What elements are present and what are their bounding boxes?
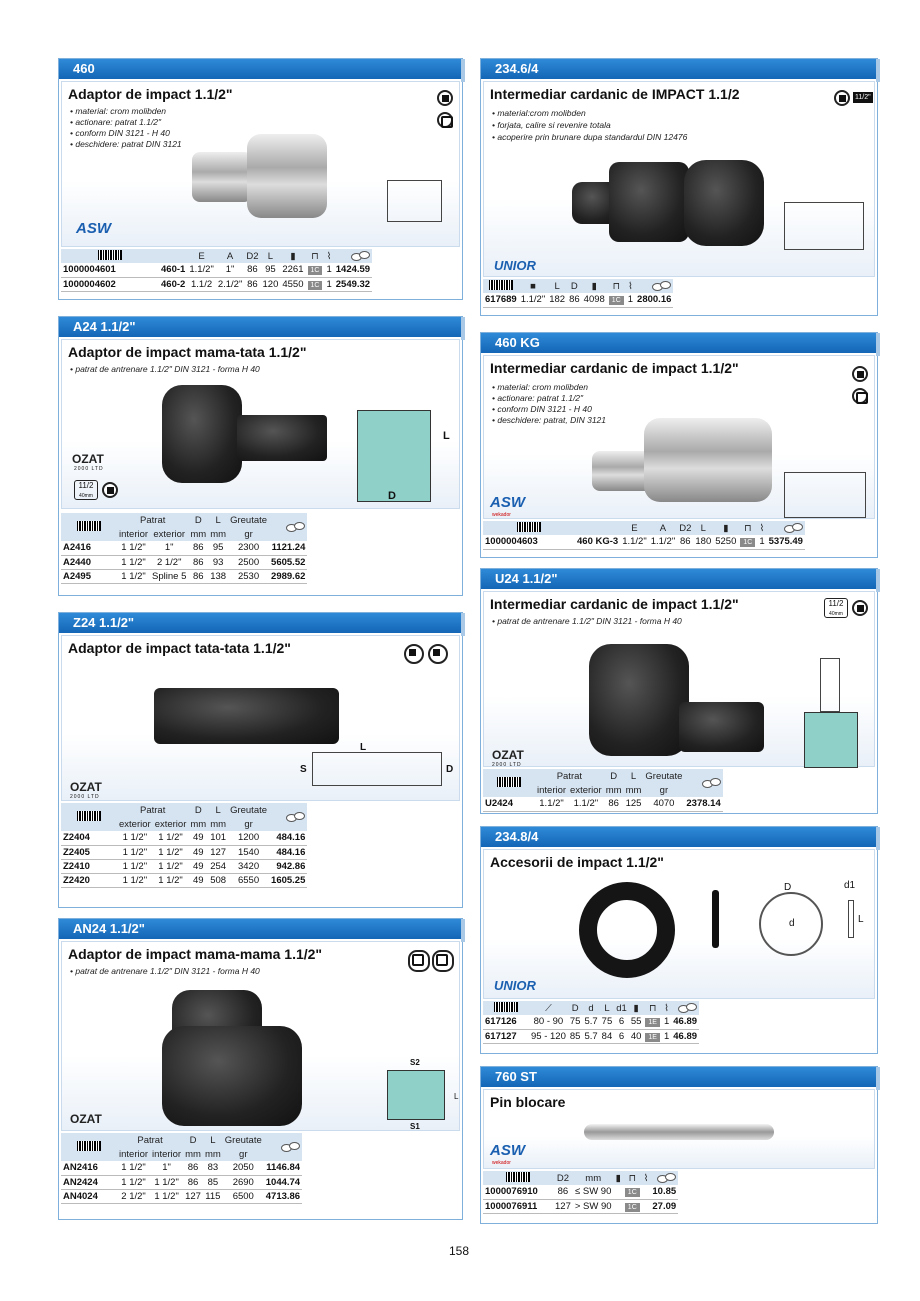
table-row: Z2404 1 1/2" 1 1/2" 49 101 1200 484.16 (63, 832, 306, 844)
section-code: AN24 1.1/2" (59, 919, 462, 939)
product-title: Intermediar cardanic de IMPACT 1.1/2 (490, 86, 740, 102)
dim-label: L (360, 742, 367, 753)
price-table (61, 249, 372, 292)
square-drive-icon (834, 90, 850, 106)
square-socket-icon (408, 950, 430, 972)
brand-logo: ASW (490, 1142, 525, 1159)
barcode-icon (497, 777, 521, 787)
table-row: A2495 1 1/2" Spline 5 86 138 2530 2989.62 (63, 570, 306, 582)
technical-drawing (784, 472, 866, 518)
quantity-icon: ⌇ (757, 521, 766, 535)
product-image (589, 644, 689, 756)
product-title: Adaptor de impact tata-tata 1.1/2" (68, 640, 291, 656)
packaging-icon: ⊓ (623, 1171, 642, 1185)
section-z24 (58, 612, 463, 908)
product-image (162, 1026, 302, 1126)
technical-drawing (784, 202, 864, 250)
table-row: AN4024 2 1/2" 1 1/2" 127 115 6500 4713.86 (63, 1190, 301, 1202)
square-drive-icon (404, 644, 424, 664)
price-icon (285, 521, 305, 531)
table-row: Z2410 1 1/2" 1 1/2" 49 254 3420 942.86 (63, 860, 306, 872)
col-header: d1 (616, 1002, 627, 1014)
weight-icon: ▮ (615, 1172, 621, 1184)
section-code: 460 KG (481, 333, 877, 353)
brand-subtext: 2000 LTD (70, 794, 100, 800)
bullet: • patrat de antrenare 1.1/2" DIN 3121 - forma H 40 (492, 616, 682, 626)
dim-label: D (784, 882, 792, 893)
product-image (679, 702, 764, 752)
section-a24 (58, 316, 463, 596)
table-row: A2440 1 1/2" 2 1/2" 86 93 2500 5605.52 (63, 556, 306, 568)
dim-label: S (300, 764, 307, 775)
technical-drawing (312, 752, 442, 786)
brand-logo: UNIOR (494, 978, 536, 993)
square-icon: ■ (519, 279, 548, 293)
barcode-icon (77, 811, 101, 821)
col-header: D (567, 279, 582, 293)
barcode-icon (77, 1141, 101, 1151)
section-code: 760 ST (481, 1067, 877, 1087)
price-table: Patrat D L Greutate interior exterior mm mm gr U2424 1.1/2" 1.1/2" 86 125 4070 2378.14 (485, 770, 721, 810)
quantity-icon: ⌇ (626, 279, 635, 293)
section-code: 234.6/4 (481, 59, 877, 79)
weight-icon: ▮ (629, 1001, 644, 1015)
table-row: 617126 80 - 90 75 5.7 75 6 55 1E 1 46.89 (485, 1016, 698, 1028)
price-table (483, 279, 673, 308)
table-row: 617689 1.1/2" 182 86 4098 1C 1 2800.16 (485, 294, 672, 306)
quantity-icon: ⌇ (324, 249, 333, 263)
table-row: A2416 1 1/2" 1" 86 95 2300 1121.24 (63, 542, 306, 554)
col-header: E (620, 521, 649, 535)
dim-label: L (858, 914, 864, 925)
product-image (609, 162, 689, 242)
weight-icon: ▮ (582, 279, 607, 293)
price-table (483, 521, 805, 550)
table-row: AN2416 1 1/2" 1" 86 83 2050 1146.84 (63, 1162, 301, 1174)
barcode-icon (77, 521, 101, 531)
technical-drawing (848, 900, 854, 938)
col-header: D2 (246, 250, 259, 262)
technical-drawing (387, 1070, 445, 1120)
table-row: 1000076910 86 ≤ SW 90 1C 10.85 (485, 1186, 677, 1198)
col-header: L (693, 521, 713, 535)
table-row: 1000004603 460 KG-3 1.1/2" 1.1/2" 86 180 5250 1C 1 5375.49 (485, 536, 803, 548)
table-row: 617127 95 - 120 85 5.7 84 6 40 1E 1 46.89 (485, 1030, 698, 1042)
product-image (237, 415, 327, 461)
price-table (483, 1001, 699, 1044)
barcode-icon (517, 522, 541, 532)
bullet: • acoperire prin brunare dupa standardul DIN 12476 (492, 132, 688, 142)
col-header: A (649, 521, 678, 535)
price-icon (285, 811, 305, 821)
brand-logo: OZAT (492, 748, 524, 762)
dim-label: D (388, 490, 396, 502)
product-title: Adaptor de impact 1.1/2" (68, 86, 233, 102)
pin-image (712, 890, 719, 948)
square-socket-icon (432, 950, 454, 972)
price-icon (651, 280, 671, 290)
square-drive-icon (428, 644, 448, 664)
section-code: 234.8/4 (481, 827, 877, 847)
packaging-icon: ⊓ (738, 521, 757, 535)
product-title: Intermediar cardanic de impact 1.1/2" (490, 596, 739, 612)
bullet: • material: crom molibden (70, 106, 167, 116)
brand-subtext: 2000 LTD (492, 762, 522, 768)
weight-icon: ▮ (280, 249, 305, 263)
col-header: D2 (553, 1171, 573, 1185)
brand-subtext: wekador (492, 1160, 511, 1166)
pin-image (584, 1124, 774, 1140)
section-an24 (58, 918, 463, 1220)
col-header: E (187, 249, 216, 263)
col-header: D (568, 1001, 583, 1015)
col-header: A (216, 249, 245, 263)
table-row: 1000076911 127 > SW 90 1C 27.09 (485, 1200, 677, 1212)
square-socket-icon (437, 112, 453, 128)
brand-logo: ASW (76, 220, 111, 237)
dim-label: d (789, 918, 795, 929)
col-header: D2 (679, 522, 692, 534)
table-row: AN2424 1 1/2" 1 1/2" 86 85 2690 1044.74 (63, 1176, 301, 1188)
quantity-icon: ⌇ (662, 1001, 671, 1015)
price-icon (656, 1172, 676, 1182)
price-icon (701, 777, 721, 787)
o-ring-image (579, 882, 675, 978)
table-row: 1000004602 460-2 1.1/2 2.1/2" 86 120 4550 1C 1 2549.32 (63, 278, 371, 290)
technical-drawing (387, 180, 442, 222)
page-number: 158 (449, 1244, 470, 1258)
technical-drawing (357, 410, 431, 502)
dim-label: S1 (410, 1122, 420, 1131)
bullet: • material: crom molibden (492, 382, 589, 392)
product-title: Pin blocare (490, 1094, 566, 1110)
barcode-icon (98, 250, 122, 260)
quantity-icon: ⌇ (643, 1172, 649, 1184)
price-icon (350, 250, 370, 260)
size-badge: 11/2" (855, 94, 871, 101)
bullet: • conform DIN 3121 - H 40 (70, 128, 170, 138)
bullet: • deschidere: patrat DIN 3121 (70, 139, 182, 149)
range-icon: ⟋ (529, 1001, 568, 1015)
col-header: mm (573, 1171, 614, 1185)
product-image (592, 451, 652, 491)
brand-logo: OZAT (70, 1112, 102, 1126)
section-u24 (480, 568, 878, 814)
col-header: L (547, 279, 567, 293)
bullet: • patrat de antrenare 1.1/2" DIN 3121 - forma H 40 (70, 966, 260, 976)
product-image (162, 385, 242, 483)
price-icon (677, 1002, 697, 1012)
section-460 (58, 58, 463, 300)
section-760-st (480, 1066, 878, 1224)
price-table (483, 1171, 678, 1214)
product-image (684, 160, 764, 246)
section-234-6-4 (480, 58, 878, 316)
square-drive-icon (437, 90, 453, 106)
technical-drawing (804, 712, 858, 768)
price-table: Patrat D L Greutate interior interior mm mm gr AN2416 1 1/2" 1" 86 83 2050 1146.84 AN2424 1 1/2" 1 1/2" 86 85 2690 1044.74 AN4024 2 1/2" 1 1/2" 127 115 6500 4713.86 (63, 1134, 301, 1202)
product-image (192, 152, 252, 202)
section-234-8-4 (480, 826, 878, 1054)
price-icon (783, 522, 803, 532)
product-title: Accesorii de impact 1.1/2" (490, 854, 664, 870)
product-title: Adaptor de impact mama-tata 1.1/2" (68, 344, 307, 360)
section-460-kg (480, 332, 878, 558)
barcode-icon (506, 1172, 530, 1182)
dim-label: d1 (844, 880, 856, 891)
bullet: • actionare: patrat 1.1/2" (492, 393, 584, 403)
dim-label: L (443, 430, 450, 442)
bullet: • patrat de antrenare 1.1/2" DIN 3121 - forma H 40 (70, 364, 260, 374)
bullet: • actionare: patrat 1.1/2" (70, 117, 162, 127)
technical-drawing (820, 658, 840, 712)
col-header: L (261, 249, 281, 263)
col-header: L (600, 1001, 615, 1015)
brand-subtext: wekador (492, 512, 511, 518)
dim-label: S2 (410, 1058, 420, 1067)
bullet: • material:crom molibden (492, 108, 586, 118)
dim-label: L (454, 1092, 459, 1101)
packaging-icon: ⊓ (607, 279, 626, 293)
barcode-icon (489, 280, 513, 290)
product-title: Intermediar cardanic de impact 1.1/2" (490, 360, 739, 376)
brand-logo: UNIOR (494, 258, 536, 273)
square-drive-icon (852, 366, 868, 382)
product-image (247, 134, 327, 218)
dim-label: D (446, 764, 454, 775)
size-icon: 11/2 40mm (74, 480, 98, 500)
square-drive-icon (852, 600, 868, 616)
brand-logo: OZAT (70, 780, 102, 794)
product-image (644, 418, 772, 502)
square-drive-icon (102, 482, 118, 498)
section-code: U24 1.1/2" (481, 569, 877, 589)
price-table: Patrat D L Greutate exterior exterior mm mm gr Z2404 1 1/2" 1 1/2" 49 101 1200 484.16 Z2405 1 1/2" 1 1/2" 49 127 1540 484.16 Z2410 1 1/2" 1 1/2" 49 254 3420 942.86 Z2420 1 1/2" 1 1/2" 49 508 6550 1605.25 (63, 804, 306, 886)
bullet: • deschidere: patrat, DIN 3121 (492, 415, 607, 425)
table-row: Z2405 1 1/2" 1 1/2" 49 127 1540 484.16 (63, 846, 306, 858)
bullet: • conform DIN 3121 - H 40 (492, 404, 592, 414)
col-header: d (582, 1001, 599, 1015)
section-code: Z24 1.1/2" (59, 613, 462, 633)
brand-subtext: 2000 LTD (74, 466, 104, 472)
section-code: A24 1.1/2" (59, 317, 462, 337)
brand-logo: OZAT (72, 452, 104, 466)
brand-logo: ASW (490, 494, 525, 511)
section-code: 460 (59, 59, 462, 79)
table-row: 1000004601 460-1 1.1/2" 1" 86 95 2261 1C 1 1424.59 (63, 264, 371, 276)
square-socket-icon (852, 388, 868, 404)
bullet: • forjata, calire si revenire totala (492, 120, 611, 130)
packaging-icon: ⊓ (643, 1001, 662, 1015)
size-icon: 11/2 40mm (824, 598, 848, 618)
product-image (154, 688, 339, 744)
product-title: Adaptor de impact mama-mama 1.1/2" (68, 946, 323, 962)
packaging-icon: ⊓ (306, 249, 325, 263)
price-table: Patrat D L Greutate interior exterior mm mm gr A2416 1 1/2" 1" 86 95 2300 1121.24 A2440 1 1/2" 2 1/2" 86 93 2500 5605.52 A2495 1 1/2" Spline 5 86 138 2530 2989.62 (63, 514, 306, 582)
table-row: Z2420 1 1/2" 1 1/2" 49 508 6550 1605.25 (63, 874, 306, 886)
price-icon (280, 1141, 300, 1151)
weight-icon: ▮ (713, 521, 738, 535)
table-row: U2424 1.1/2" 1.1/2" 86 125 4070 2378.14 (485, 798, 721, 810)
barcode-icon (494, 1002, 518, 1012)
